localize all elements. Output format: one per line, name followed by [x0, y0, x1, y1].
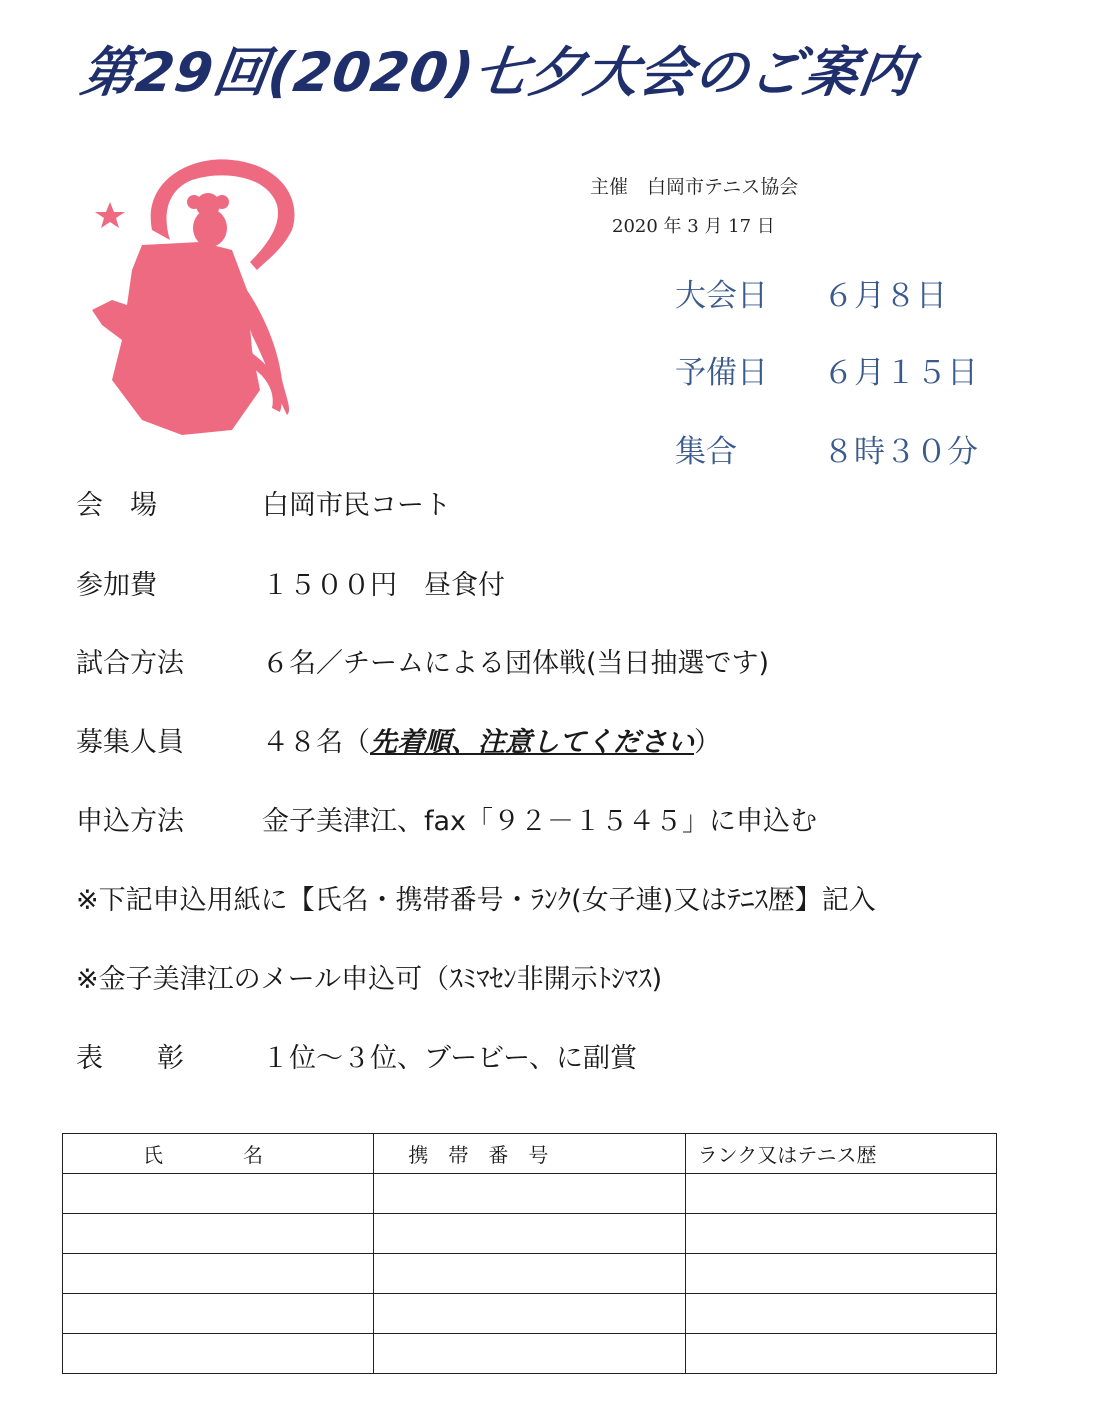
tanabata-figure-illustration [82, 150, 312, 440]
column-header-rank: ランク又はテニス歴 [685, 1134, 996, 1174]
detail-format [76, 641, 769, 680]
schedule-label: 集合 [675, 434, 737, 470]
detail-label: 会 場 [76, 490, 157, 521]
rank-cell[interactable] [685, 1294, 996, 1334]
detail-label: 参加費 [76, 570, 157, 601]
detail-value: 白岡市民コート [262, 490, 451, 521]
rank-cell[interactable] [685, 1174, 996, 1214]
schedule-value: ８時３０分 [823, 434, 978, 470]
schedule-tournament-day [675, 270, 947, 315]
name-cell[interactable] [63, 1254, 374, 1294]
schedule-label: 大会日 [675, 278, 768, 314]
table-header-row [63, 1134, 997, 1174]
schedule-value: ６月８日 [823, 278, 947, 314]
detail-label: 申込方法 [76, 806, 184, 837]
name-cell[interactable] [63, 1214, 374, 1254]
table-row [63, 1294, 997, 1334]
rank-cell[interactable] [685, 1214, 996, 1254]
detail-value: ６名／チームによる団体戦(当日抽選です) [262, 648, 770, 679]
detail-label: 試合方法 [76, 648, 184, 679]
schedule-value: ６月１５日 [823, 355, 978, 391]
page-title: 第29回(2020)七夕大会のご案内 [77, 41, 919, 104]
name-cell[interactable] [63, 1294, 374, 1334]
detail-fee [76, 563, 505, 602]
column-header-phone: 携 帯 番 号 [374, 1134, 685, 1174]
rank-cell[interactable] [685, 1334, 996, 1374]
application-form-table [62, 1133, 997, 1374]
detail-award [76, 1036, 637, 1075]
table-row [63, 1174, 997, 1214]
table-row [63, 1254, 997, 1294]
table-row [63, 1334, 997, 1374]
detail-label: 募集人員 [76, 727, 184, 758]
phone-cell[interactable] [374, 1334, 685, 1374]
schedule-label: 予備日 [675, 355, 768, 391]
issue-date: 2020 年 3 月 17 日 [612, 216, 775, 237]
detail-value: 金子美津江、fax「９２－１５４５」に申込む [262, 806, 818, 837]
name-cell[interactable] [63, 1174, 374, 1214]
detail-value-emphasis: 先着順、注意してください [370, 727, 694, 758]
rank-cell[interactable] [685, 1254, 996, 1294]
schedule-assembly-time [675, 426, 978, 471]
note-form-instructions: ※下記申込用紙に【氏名・携帯番号・ﾗﾝｸ(女子連)又はﾃﾆｽ歴】記入 [76, 885, 876, 916]
phone-cell[interactable] [374, 1214, 685, 1254]
detail-venue [76, 483, 451, 522]
table-row [63, 1214, 997, 1254]
note-email-option: ※金子美津江のメール申込可（ｽﾐﾏｾﾝ非開示ﾄｼﾏｽ) [76, 964, 663, 995]
phone-cell[interactable] [374, 1254, 685, 1294]
column-header-name: 氏 名 [63, 1134, 374, 1174]
name-cell[interactable] [63, 1334, 374, 1374]
detail-value-suffix: ） [694, 727, 721, 758]
detail-label: 表 彰 [76, 1043, 184, 1074]
detail-value-prefix: ４８名（ [262, 727, 370, 758]
detail-value: １位～３位、ブービー、に副賞 [262, 1043, 638, 1074]
detail-apply [76, 799, 817, 838]
phone-cell[interactable] [374, 1294, 685, 1334]
schedule-reserve-day [675, 347, 978, 392]
detail-capacity [76, 720, 721, 759]
star-icon [95, 202, 125, 228]
phone-cell[interactable] [374, 1174, 685, 1214]
detail-value: １５００円 昼食付 [262, 570, 505, 601]
organizer-text: 主催 白岡市テニス協会 [590, 176, 799, 198]
